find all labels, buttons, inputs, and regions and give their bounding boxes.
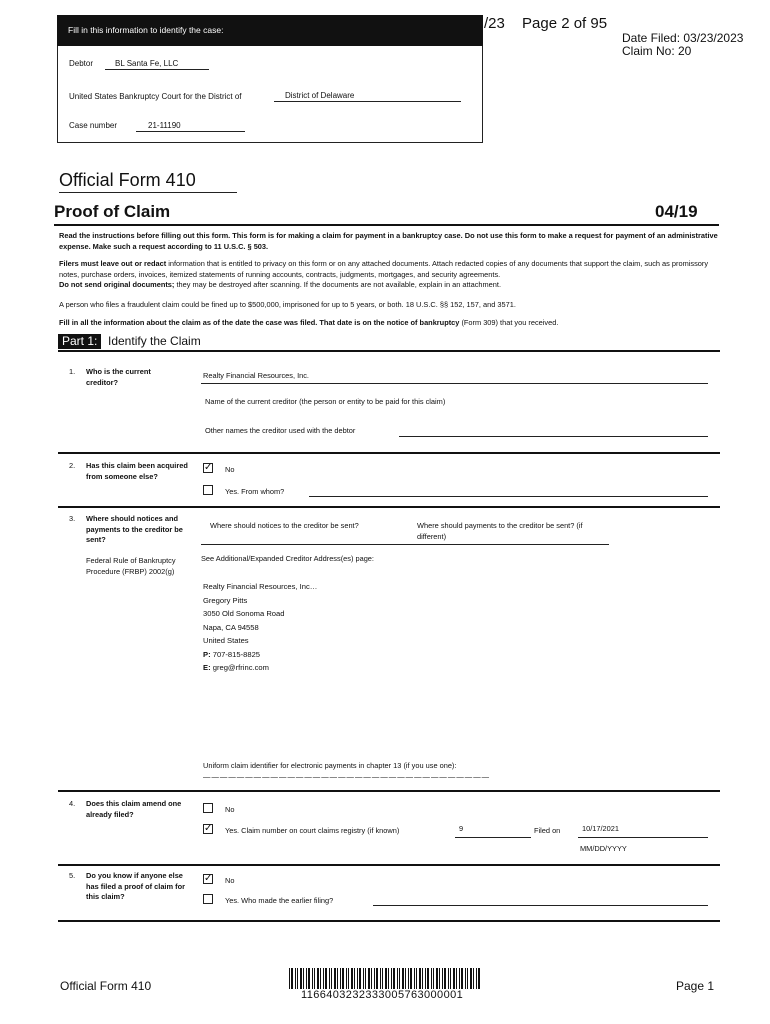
intro-paragraph-1: Read the instructions before filling out this form. This form is for making a claim for payment in a bankruptcy case. Do not use this form to make a request for payment of an administrative expense. Make such a request according to 11 U.S.C. § 503.: [59, 231, 718, 251]
form-title: Proof of Claim: [54, 202, 171, 221]
q5-text: Do you know if anyone else has filed a proof of claim for this claim?: [86, 871, 185, 901]
case-box-title: Fill in this information to identify the case:: [57, 15, 483, 46]
case-number-row: [69, 121, 181, 130]
q1-creditor-value: Realty Financial Resources, Inc.: [203, 371, 309, 380]
q2-no-label: No: [225, 465, 235, 474]
barcode-icon: [289, 968, 483, 989]
footer-page: Page 1: [676, 979, 715, 993]
address-line: 3050 Old Sonoma Road: [203, 609, 285, 618]
q3-notices-header: Where should notices to the creditor be sent?: [210, 521, 359, 530]
court-value: District of Delaware: [274, 91, 461, 102]
q1-text: Who is the current creditor?: [86, 367, 151, 387]
q5-no-checkbox[interactable]: ✓: [204, 873, 213, 884]
email-value: greg@rfrinc.com: [212, 663, 269, 672]
phone-label: P:: [203, 649, 211, 659]
question-1-section: [58, 350, 720, 452]
question-3-section: [58, 506, 720, 790]
q2-yes-checkbox[interactable]: [203, 485, 213, 495]
q2-no-checkbox[interactable]: ✓: [204, 462, 213, 473]
phone-value: 707-815-8825: [212, 649, 261, 659]
email-label: E:: [203, 663, 211, 672]
q5-yes-checkbox[interactable]: [203, 894, 213, 904]
q4-filed-on-field[interactable]: [578, 837, 708, 838]
intro-paragraph-3: A person who files a fraudulent claim could be fined up to $500,000, imprisoned for up to 5 years, or both. 18 U.S.C. §§ 152, 157, and 3571.: [59, 300, 516, 309]
q4-yes-label: Yes. Claim number on court claims registry (if known): [225, 826, 400, 835]
q4-no-label: No: [225, 805, 235, 814]
address-line: United States: [203, 636, 249, 645]
debtor-row: [69, 59, 179, 68]
barcode-number: 1166403232333005763000001: [301, 989, 464, 1001]
q3-address-block: [203, 580, 317, 675]
q1-hint: Name of the current creditor (the person or entity to be paid for this claim): [205, 397, 446, 406]
header-cut-date: /23: [484, 15, 505, 32]
q1-other-names-label: Other names the creditor used with the debtor: [205, 426, 356, 435]
address-line: Gregory Pitts: [203, 595, 248, 605]
date-filed: Date Filed: 03/23/2023: [622, 31, 744, 45]
q4-number: 4.: [69, 799, 76, 808]
email-line: [203, 661, 317, 675]
part-1-header: [58, 334, 720, 350]
claim-number: Claim No: 20: [622, 44, 692, 58]
debtor-value: BL Santa Fe, LLC: [105, 59, 209, 70]
q5-no-label: No: [225, 876, 235, 885]
q5-earlier-filing-field[interactable]: [373, 905, 708, 906]
intro-p2-bold: Filers must leave out or redact: [59, 259, 167, 268]
q3-header-line: [201, 544, 609, 545]
q5-number: 5.: [69, 871, 76, 880]
q4-text: Does this claim amend one already filed?: [86, 799, 182, 819]
q3-uci-label: Uniform claim identifier for electronic payments in chapter 13 (if you use one):: [203, 761, 457, 770]
q4-yes-checkbox[interactable]: ✓: [204, 823, 213, 834]
court-row: [69, 91, 355, 101]
part-1-tag: Part 1:: [58, 334, 101, 349]
phone-line: [203, 648, 317, 662]
q4-claim-number-field[interactable]: [455, 837, 531, 838]
q2-number: 2.: [69, 461, 76, 470]
q5-yes-label: Yes. Who made the earlier filing?: [225, 896, 334, 905]
intro-p4-bold: Fill in all the information about the claim as of the date the case was filed. That date is on the notice of bankruptcy: [59, 318, 460, 327]
q3-payments-header: Where should payments to the creditor be sent? (if different): [417, 521, 583, 541]
footer-form-name: Official Form 410: [60, 979, 152, 993]
intro-p2-rest2: they may be destroyed after scanning. If the documents are not available, explain in an attachment.: [174, 280, 502, 289]
case-number-label: Case number: [69, 121, 118, 130]
intro-p4-rest: (Form 309) that you received.: [459, 318, 559, 327]
form-number: Official Form 410: [59, 170, 237, 193]
q4-filed-on-value: 10/17/2021: [582, 824, 619, 833]
court-label: United States Bankruptcy Court for the District of: [69, 92, 242, 101]
intro-p2-bold2: Do not send original documents;: [59, 280, 175, 289]
intro-paragraph-2: [59, 259, 721, 291]
q2-from-whom-field[interactable]: [309, 496, 708, 497]
question-2-section: [58, 452, 720, 506]
intro-paragraph-4: [59, 318, 721, 329]
q2-yes-label: Yes. From whom?: [225, 487, 285, 496]
q3-rule-text: Federal Rule of Bankruptcy Procedure (FRBP) 2002(g): [86, 556, 176, 576]
header-page-count: Page 2 of 95: [522, 15, 608, 32]
q3-number: 3.: [69, 514, 76, 523]
q3-see-additional: See Additional/Expanded Creditor Address(es) page:: [201, 554, 374, 563]
q2-text: Has this claim been acquired from someone else?: [86, 461, 188, 481]
title-divider: [54, 224, 719, 226]
case-number-value: 21-11190: [136, 121, 245, 132]
address-line: Napa, CA 94558: [203, 622, 259, 632]
q4-date-format: MM/DD/YYYY: [580, 844, 627, 853]
debtor-label: Debtor: [69, 59, 94, 68]
q3-uci-blank: — — — — — — — — — — — — — — — — — — — — — — — — — — — — — — — — — —: [203, 772, 489, 781]
q4-filed-on-label: Filed on: [534, 826, 561, 835]
address-line: Realty Financial Resources, Inc…: [203, 582, 318, 591]
q4-claim-number-value: 9: [459, 824, 464, 833]
case-info-box: [57, 15, 483, 143]
intro-p2-rest: information that is entitled to privacy on this form or on any attached documents. Attach redacted copies of any documents that support the claim, such as promissory notes, purchase orders, invoices, itemized statements of running accounts, contracts, judgments, mortgages, and security agreements.: [59, 259, 709, 279]
q3-text: Where should notices and payments to the creditor be sent?: [86, 514, 183, 544]
form-version: 04/19: [655, 202, 698, 221]
q1-other-names-field[interactable]: [399, 436, 708, 437]
question-5-section: [58, 864, 720, 922]
part-1-title: Identify the Claim: [108, 334, 201, 348]
q1-creditor-line: [201, 383, 708, 384]
q1-number: 1.: [69, 367, 76, 376]
q4-no-checkbox[interactable]: [203, 803, 213, 813]
question-4-section: [58, 790, 720, 864]
